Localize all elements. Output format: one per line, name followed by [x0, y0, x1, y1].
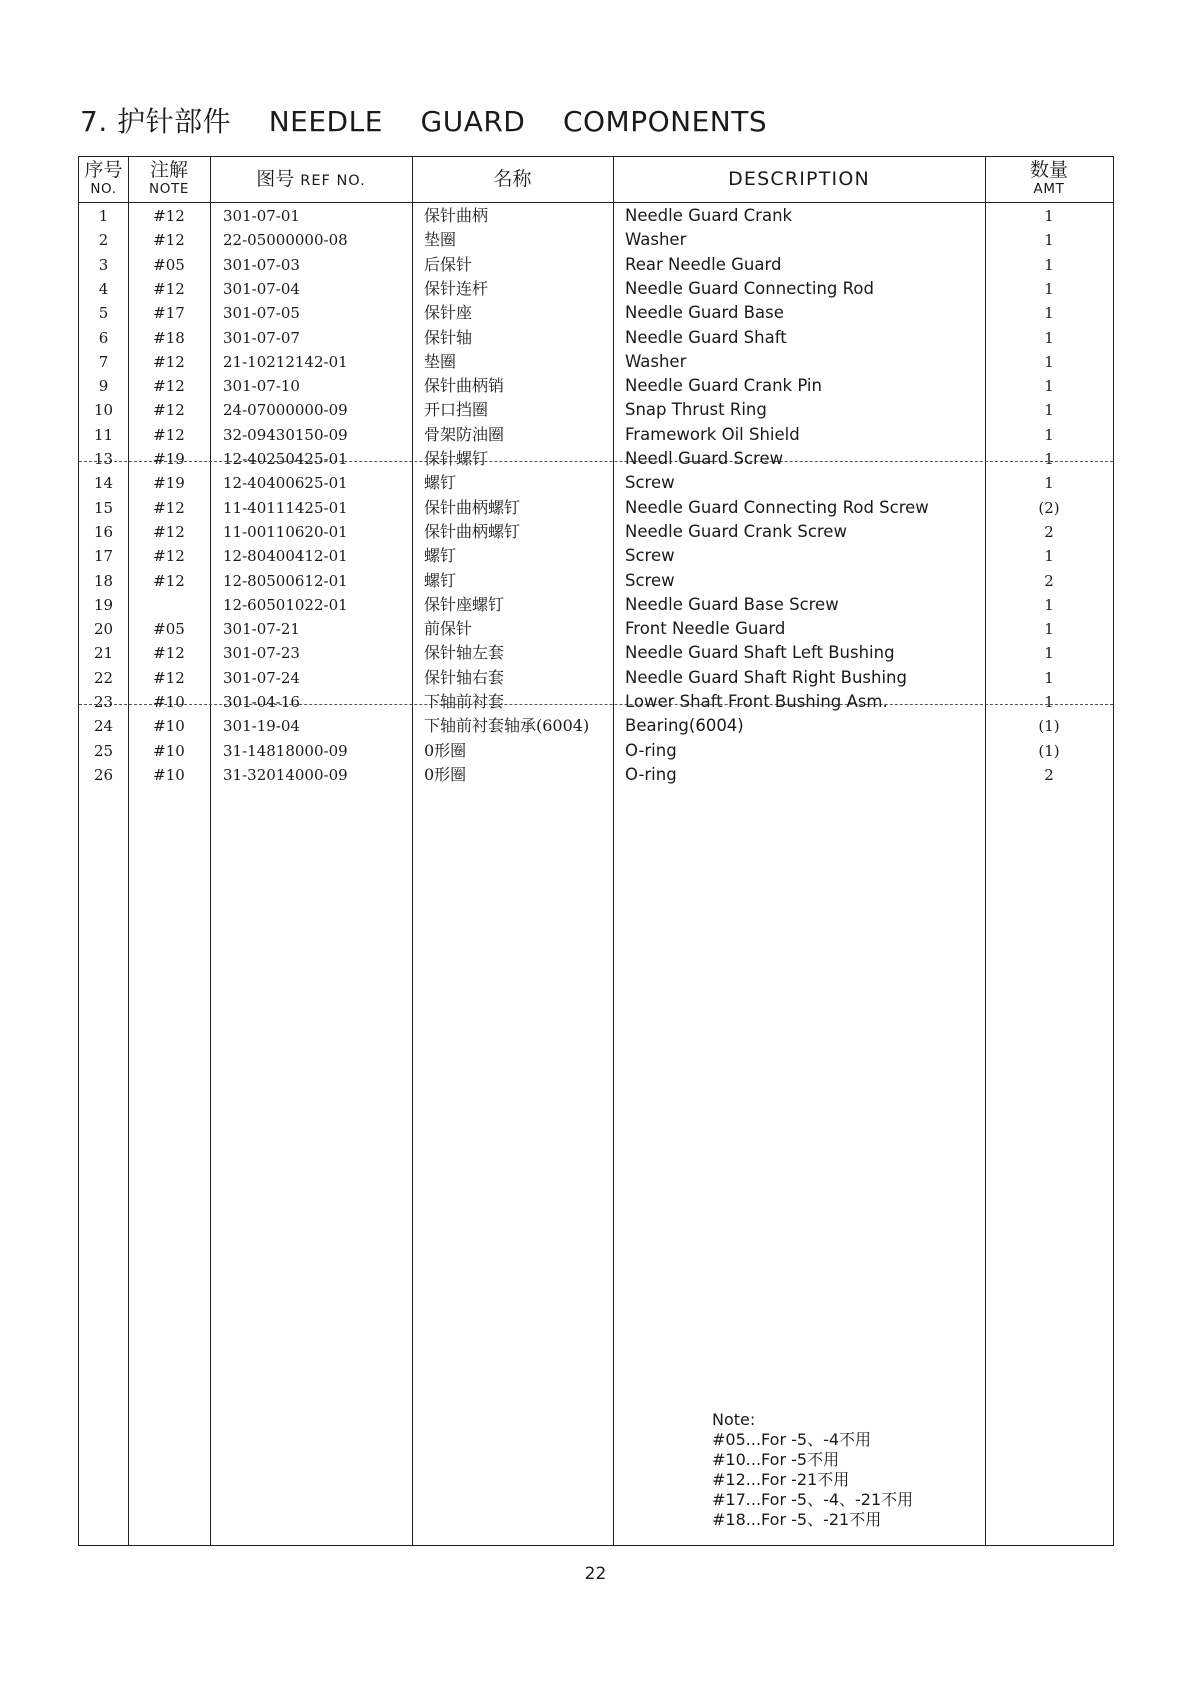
cell-no: 17	[93, 547, 114, 566]
table-row	[79, 276, 1113, 302]
header-amt-en: AMT	[1033, 181, 1065, 197]
cell-name-zh: 螺钉	[424, 473, 457, 493]
cell-description: Needle Guard Shaft Right Bushing	[625, 667, 907, 687]
cell-name-zh: 保针座螺钉	[424, 594, 505, 614]
cell-description: Needle Guard Crank Pin	[625, 376, 822, 396]
cell-name-zh: 螺钉	[424, 546, 457, 566]
cell-amt: (1)	[1038, 741, 1060, 760]
header-amt-zh: 数量	[1029, 159, 1068, 181]
cell-description: Needle Guard Shaft Left Bushing	[625, 643, 895, 663]
cell-description: Bearing(6004)	[625, 716, 744, 736]
cell-description: Needle Guard Base Screw	[625, 594, 839, 614]
cell-description: Washer	[625, 230, 687, 250]
cell-note: #12	[153, 522, 185, 541]
cell-amt: 1	[1044, 231, 1054, 250]
header-ref-no	[210, 157, 412, 202]
cell-amt: 1	[1044, 620, 1054, 639]
cell-note: #12	[153, 352, 185, 371]
cell-ref-no: 301-07-07	[223, 328, 300, 347]
table-row	[79, 325, 1113, 351]
table-row	[79, 397, 1113, 423]
cell-no: 10	[93, 401, 114, 420]
cell-amt: 1	[1044, 377, 1054, 396]
cell-ref-no: 21-10212142-01	[223, 352, 348, 371]
cell-name-zh: 开口挡圈	[424, 400, 489, 420]
cell-no: 3	[98, 255, 109, 274]
header-name-zh: 名称	[493, 168, 532, 190]
cell-name-zh: 保针轴	[424, 327, 473, 347]
cell-no: 23	[93, 693, 114, 711]
table-row	[79, 422, 1113, 448]
header-note-zh: 注解	[149, 159, 188, 181]
cell-name-zh: 垫圈	[424, 230, 457, 250]
cell-no: 1	[98, 207, 109, 225]
cell-note: #18	[153, 328, 185, 347]
note-line: #05...For -5、-4不用	[712, 1430, 872, 1449]
cell-description: Needle Guard Shaft	[625, 327, 787, 347]
cell-ref-no: 301-07-04	[223, 279, 300, 298]
cell-no: 25	[93, 741, 114, 760]
cell-name-zh: 保针曲柄螺钉	[424, 497, 521, 517]
cell-ref-no: 31-32014000-09	[223, 765, 348, 784]
header-ref-zh: 图号	[256, 168, 295, 190]
table-row	[79, 300, 1113, 326]
cell-note: #05	[153, 620, 185, 639]
cell-no: 4	[98, 279, 109, 298]
page-number: 22	[584, 1564, 607, 1584]
cell-description: Needle Guard Crank Screw	[625, 521, 847, 541]
cell-no: 5	[98, 304, 109, 323]
cell-description: Needl Guard Screw	[625, 449, 784, 468]
cell-note: #12	[153, 425, 185, 444]
cell-description: Needle Guard Crank	[625, 206, 793, 225]
cell-name-zh: 保针轴左套	[424, 643, 505, 663]
cell-no: 14	[93, 474, 114, 493]
cell-amt: 1	[1044, 401, 1054, 420]
cell-note: #17	[153, 304, 185, 323]
cell-amt: 1	[1044, 255, 1054, 274]
table-row	[79, 689, 1113, 715]
cell-no: 20	[93, 620, 114, 639]
cell-description: Washer	[625, 351, 687, 371]
cell-description: Screw	[625, 546, 675, 566]
header-description: DESCRIPTION	[728, 168, 870, 190]
cell-note: #10	[153, 693, 185, 711]
cell-note: #05	[153, 255, 185, 274]
cell-ref-no: 301-19-04	[223, 717, 300, 736]
cell-amt: 1	[1044, 425, 1054, 444]
cell-ref-no: 11-40111425-01	[223, 498, 348, 517]
cell-name-zh: 后保针	[424, 254, 473, 274]
cell-name-zh: 螺钉	[424, 570, 457, 590]
cell-no: 2	[98, 231, 109, 250]
cell-name-zh: 保针曲柄螺钉	[424, 521, 521, 541]
cell-description: Needle Guard Base	[625, 303, 784, 323]
cell-description: O-ring	[625, 764, 677, 784]
cell-description: Rear Needle Guard	[625, 254, 782, 274]
table-row	[79, 762, 1113, 788]
cell-ref-no: 301-07-24	[223, 668, 300, 687]
cell-description: Framework Oil Shield	[625, 424, 800, 444]
cell-amt: 1	[1044, 304, 1054, 323]
note-line: #10...For -5不用	[712, 1450, 840, 1469]
header-note	[128, 157, 210, 202]
table-row	[79, 738, 1113, 764]
cell-no: 9	[98, 377, 109, 396]
cell-amt: 2	[1044, 571, 1054, 590]
cell-no: 16	[93, 522, 114, 541]
cell-ref-no: 31-14818000-09	[223, 741, 348, 760]
cell-description: Needle Guard Connecting Rod Screw	[625, 497, 929, 517]
cell-note: #19	[153, 450, 185, 468]
cell-ref-no: 11-00110620-01	[223, 522, 348, 541]
cell-name-zh: 下轴前衬套	[424, 692, 505, 711]
cell-ref-no: 301-07-03	[223, 255, 300, 274]
table-row	[79, 470, 1113, 496]
cell-name-zh: 垫圈	[424, 351, 457, 371]
cell-note: #12	[153, 279, 185, 298]
cell-ref-no: 32-09430150-09	[223, 425, 348, 444]
cell-note: #19	[153, 474, 185, 493]
header-ref-en: REF NO.	[300, 173, 366, 189]
cell-name-zh: 保针座	[424, 303, 473, 323]
cell-no: 6	[98, 328, 109, 347]
notes-block	[712, 1410, 913, 1530]
cell-note: #12	[153, 644, 185, 663]
table-row	[79, 203, 1113, 229]
cell-note: #12	[153, 207, 185, 225]
header-amt	[985, 157, 1113, 202]
cell-description: Snap Thrust Ring	[625, 400, 767, 420]
cell-note: #10	[153, 717, 185, 736]
cell-ref-no: 12-80400412-01	[223, 547, 348, 566]
cell-amt: 1	[1044, 279, 1054, 298]
cell-ref-no: 24-07000000-09	[223, 401, 348, 420]
cell-amt: 1	[1044, 644, 1054, 663]
cell-no: 26	[93, 765, 114, 784]
header-note-en: NOTE	[149, 181, 189, 197]
cell-no: 15	[93, 498, 114, 517]
cell-name-zh: 保针曲柄	[424, 206, 489, 225]
cell-amt: 1	[1044, 547, 1054, 566]
cell-amt: 2	[1044, 522, 1054, 541]
cell-note: #12	[153, 571, 185, 590]
cell-name-zh: 下轴前衬套轴承(6004)	[424, 716, 590, 736]
cell-ref-no: 12-40400625-01	[223, 474, 348, 493]
cell-description: O-ring	[625, 740, 677, 760]
cell-note: #12	[153, 547, 185, 566]
cell-amt: 1	[1044, 668, 1054, 687]
table-row	[79, 227, 1113, 253]
cell-name-zh: 保针螺钉	[424, 449, 489, 468]
table-row	[79, 446, 1113, 472]
cell-amt: 1	[1044, 352, 1054, 371]
note-line: Note:	[712, 1410, 756, 1429]
cell-no: 11	[93, 425, 114, 444]
cell-amt: (1)	[1038, 717, 1060, 736]
cell-ref-no: 301-07-05	[223, 304, 300, 323]
cell-no: 21	[93, 644, 114, 663]
cell-ref-no: 22-05000000-08	[223, 231, 348, 250]
cell-no: 22	[93, 668, 114, 687]
cell-amt: (2)	[1038, 498, 1060, 517]
cell-note	[128, 592, 210, 618]
cell-amt: 1	[1044, 328, 1054, 347]
cell-no: 24	[93, 717, 114, 736]
table-row	[79, 252, 1113, 278]
cell-amt: 1	[1044, 450, 1054, 468]
cell-ref-no: 301-07-21	[223, 620, 300, 639]
cell-ref-no: 301-07-23	[223, 644, 300, 663]
cell-amt: 1	[1044, 693, 1054, 711]
header-no	[79, 157, 128, 202]
cell-ref-no: 301-04-16	[223, 693, 300, 711]
cell-ref-no: 301-07-01	[223, 207, 300, 225]
cell-name-zh: 0形圈	[424, 764, 467, 784]
cell-no: 13	[93, 450, 114, 468]
cell-amt: 1	[1044, 595, 1054, 614]
cell-ref-no: 12-80500612-01	[223, 571, 348, 590]
header-no-en: NO.	[90, 181, 117, 197]
cell-note: #12	[153, 668, 185, 687]
table-row	[79, 616, 1113, 642]
cell-note: #12	[153, 401, 185, 420]
cell-note: #10	[153, 741, 185, 760]
cell-description: Needle Guard Connecting Rod	[625, 278, 874, 298]
cell-no: 7	[98, 352, 109, 371]
cell-name-zh: 保针连杆	[424, 278, 489, 298]
cell-no: 19	[93, 595, 114, 614]
cell-amt: 2	[1044, 765, 1054, 784]
cell-no: 18	[93, 571, 114, 590]
note-line: #17...For -5、-4、-21不用	[712, 1490, 914, 1509]
note-line: #18...For -5、-21不用	[712, 1510, 882, 1529]
table-row	[79, 640, 1113, 666]
header-no-zh: 序号	[84, 159, 123, 181]
cell-description: Screw	[625, 570, 675, 590]
cell-description: Front Needle Guard	[625, 619, 786, 639]
cell-note: #10	[153, 765, 185, 784]
parts-table	[78, 156, 1114, 1546]
table-row	[79, 568, 1113, 594]
cell-note: #12	[153, 231, 185, 250]
cell-name-zh: 0形圈	[424, 740, 467, 760]
cell-name-zh: 前保针	[424, 619, 473, 639]
table-row	[79, 349, 1113, 375]
cell-name-zh: 骨架防油圈	[424, 424, 505, 444]
table-row	[79, 665, 1113, 691]
cell-ref-no: 12-40250425-01	[223, 450, 348, 468]
table-row	[79, 519, 1113, 545]
cell-ref-no: 301-07-10	[223, 377, 300, 396]
cell-ref-no: 12-60501022-01	[223, 595, 348, 614]
table-row	[79, 592, 1113, 618]
cell-name-zh: 保针曲柄销	[424, 376, 505, 396]
table-row	[79, 373, 1113, 399]
table-row	[79, 713, 1113, 739]
cell-amt: 1	[1044, 207, 1054, 225]
cell-note: #12	[153, 377, 185, 396]
cell-amt: 1	[1044, 474, 1054, 493]
cell-name-zh: 保针轴右套	[424, 667, 505, 687]
cell-description: Screw	[625, 473, 675, 493]
page-title: 7. 护针部件 NEEDLE GUARD COMPONENTS	[80, 105, 768, 138]
cell-note: #12	[153, 498, 185, 517]
note-line: #12...For -21不用	[712, 1470, 850, 1489]
table-row	[79, 543, 1113, 569]
table-row	[79, 495, 1113, 521]
cell-description: Lower Shaft Front Bushing Asm.	[625, 692, 888, 711]
